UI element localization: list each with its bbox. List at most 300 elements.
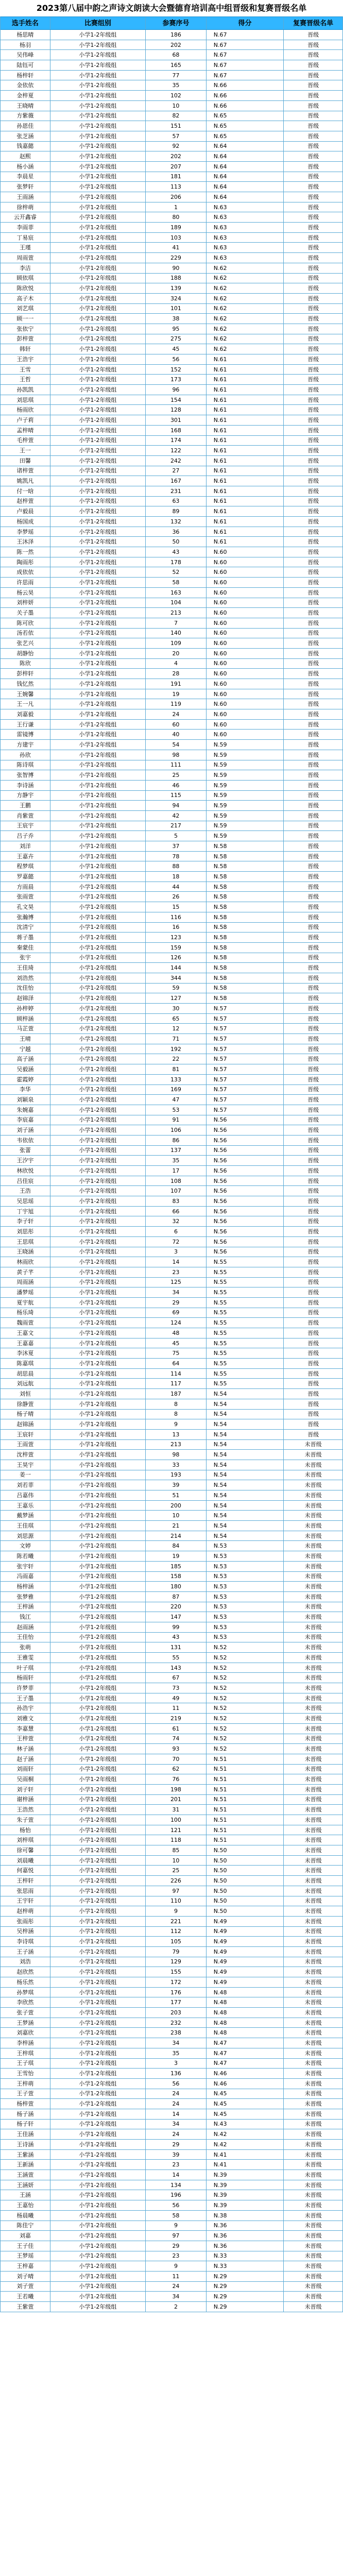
cell-group: 小学1-2年级组 [50,1034,146,1044]
cell-name: 王一 [1,446,50,455]
cell-status: 晋级 [307,985,319,992]
cell-name: 王诗涵 [1,2140,50,2149]
cell-name: 胡思晨 [1,1369,50,1379]
cell-group: 小学1-2年级组 [50,1886,146,1896]
cell-status: 晋级 [307,1157,319,1164]
cell-score: N.62 [207,334,284,344]
table-row [1,547,342,557]
table-row [1,649,342,659]
cell-status: 晋级 [307,82,319,89]
table-row [1,801,342,811]
cell-group: 小学1-2年级组 [50,294,146,303]
cell-name: 汤若依 [1,629,50,638]
table-row [1,1673,342,1683]
cell-name: 李晨星 [1,172,50,182]
cell-seq: 169 [146,1085,207,1095]
cell-status: 未晋级 [304,2019,322,2026]
cell-name: 方静宇 [1,791,50,801]
table-header [1,16,342,30]
cell-score: N.33 [207,2251,284,2261]
cell-seq: 214 [146,1531,207,1541]
cell-name: 杨乐琦 [1,1308,50,1318]
cell-group: 小学1-2年级组 [50,1419,146,1429]
cell-name: 张智博 [1,770,50,780]
cell-name: 刘远航 [1,1379,50,1388]
cell-status: 未晋级 [304,1543,322,1550]
cell-score: N.51 [207,1815,284,1825]
cell-name: 卢子莉 [1,415,50,425]
table-row [1,1064,342,1075]
cell-seq: 324 [146,294,207,303]
table-row [1,1906,342,1917]
cell-score: N.67 [207,71,284,80]
table-row [1,638,342,649]
cell-name: 张萌 [1,1642,50,1652]
table-row [1,1612,342,1622]
cell-group: 小学1-2年级组 [50,1896,146,1906]
table-row [1,1308,342,1318]
cell-score: N.52 [207,1724,284,1734]
cell-name: 李欣然 [1,1997,50,2007]
cell-seq: 55 [146,1653,207,1663]
cell-name: 许梦菲 [1,1683,50,1693]
cell-name: 陆钰可 [1,60,50,70]
cell-group: 小学1-2年级组 [50,1937,146,1946]
table-row [1,841,342,852]
cell-score: N.56 [207,1176,284,1186]
cell-score: N.55 [207,1359,284,1368]
cell-group: 小学1-2年级组 [50,1257,146,1267]
cell-status: 晋级 [307,751,319,758]
cell-seq: 9 [146,2221,207,2231]
cell-name: 孙浩宇 [1,1703,50,1713]
cell-status: 晋级 [307,183,319,191]
table-row [1,872,342,882]
table-row [1,1227,342,1237]
cell-score: N.57 [207,1004,284,1013]
cell-group: 小学1-2年级组 [50,506,146,516]
table-row [1,852,342,862]
cell-name: 陈一然 [1,547,50,557]
cell-status: 未晋级 [304,1766,322,1773]
cell-name: 王婉馨 [1,689,50,699]
cell-score: N.45 [207,2089,284,2099]
cell-group: 小学1-2年级组 [50,283,146,293]
cell-seq: 232 [146,2018,207,2028]
cell-seq: 213 [146,1440,207,1450]
cell-group: 小学1-2年级组 [50,527,146,537]
cell-score: N.52 [207,1744,284,1754]
table-row [1,1521,342,1531]
cell-group: 小学1-2年级组 [50,1501,146,1511]
cell-name: 马芷萱 [1,1024,50,1033]
cell-status: 晋级 [307,1259,319,1266]
cell-status: 晋级 [307,153,319,160]
cell-score: N.53 [207,1572,284,1582]
cell-group: 小学1-2年级组 [50,1754,146,1764]
cell-group: 小学1-2年级组 [50,1410,146,1419]
table-row [1,314,342,324]
cell-seq: 140 [146,629,207,638]
cell-name: 关子墨 [1,608,50,618]
cell-score: N.57 [207,1044,284,1054]
cell-group: 小学1-2年级组 [50,923,146,933]
cell-group: 小学1-2年级组 [50,1927,146,1937]
cell-seq: 12 [146,1024,207,1033]
cell-name: 刘子晴 [1,2272,50,2281]
cell-name: 孙凯凯 [1,385,50,395]
cell-status: 晋级 [307,112,319,120]
cell-group: 小学1-2年级组 [50,1997,146,2007]
cell-status: 未晋级 [304,1644,322,1651]
cell-group: 小学1-2年级组 [50,689,146,699]
cell-status: 晋级 [307,467,319,474]
cell-status: 晋级 [307,244,319,251]
cell-group: 小学1-2年级组 [50,608,146,618]
cell-name: 田馨 [1,456,50,466]
cell-score: N.47 [207,2059,284,2069]
cell-group: 小学1-2年级组 [50,781,146,790]
cell-name: 王涵妍 [1,2180,50,2190]
table-row [1,1470,342,1481]
cell-status: 未晋级 [304,1776,322,1783]
cell-name: 陈可欣 [1,618,50,628]
cell-group: 小学1-2年级组 [50,598,146,608]
cell-name: 王嘉嘉 [1,1338,50,1348]
cell-name: 杨小涵 [1,162,50,172]
cell-group: 小学1-2年级组 [50,1642,146,1652]
cell-score: N.61 [207,486,284,496]
cell-status: 未晋级 [304,2131,322,2138]
cell-score: N.54 [207,1389,284,1399]
cell-status: 晋级 [307,72,319,79]
cell-seq: 50 [146,537,207,547]
table-row [1,669,342,679]
cell-score: N.58 [207,984,284,993]
cell-status: 晋级 [307,863,319,870]
cell-group: 小学1-2年级组 [50,740,146,750]
cell-status: 晋级 [307,1005,319,1012]
cell-group: 小学1-2年级组 [50,1399,146,1409]
cell-seq: 143 [146,1663,207,1673]
cell-group: 小学1-2年级组 [50,1024,146,1033]
cell-status: 晋级 [307,833,319,840]
cell-seq: 83 [146,1196,207,1206]
cell-seq: 19 [146,1551,207,1561]
cell-group: 小学1-2年级组 [50,1470,146,1480]
table-row [1,1450,342,1460]
cell-group: 小学1-2年级组 [50,2008,146,2018]
table-row [1,2028,342,2038]
cell-score: N.53 [207,1562,284,1571]
table-row [1,1318,342,1328]
cell-group: 小学1-2年级组 [50,770,146,780]
cell-name: 赵梓萌 [1,1906,50,1916]
table-row [1,943,342,953]
table-row [1,679,342,689]
table-row [1,253,342,263]
cell-name: 刘思源 [1,1531,50,1541]
cell-group: 小学1-2年级组 [50,1856,146,1866]
cell-seq: 117 [146,1379,207,1388]
cell-group: 小学1-2年级组 [50,1166,146,1176]
cell-name: 王宸轩 [1,1430,50,1439]
cell-status: 晋级 [307,1340,319,1347]
cell-score: N.49 [207,1957,284,1967]
cell-name: 陈若曦 [1,1551,50,1561]
cell-status: 未晋级 [304,2232,322,2240]
cell-group: 小学1-2年级组 [50,1369,146,1379]
cell-name: 何嘉悦 [1,1866,50,1875]
cell-status: 未晋级 [304,2293,322,2300]
cell-score: N.51 [207,1754,284,1764]
table-row [1,2211,342,2221]
cell-seq: 39 [146,2150,207,2160]
cell-score: N.33 [207,2261,284,2271]
cell-group: 小学1-2年级组 [50,243,146,252]
cell-name: 刘颖泉 [1,1095,50,1105]
cell-status: 晋级 [307,427,319,434]
cell-status: 未晋级 [304,2283,322,2290]
cell-seq: 105 [146,1937,207,1946]
cell-seq: 92 [146,142,207,151]
cell-seq: 64 [146,1359,207,1368]
cell-name: 王梓嘉 [1,2261,50,2271]
cell-status: 未晋级 [304,1451,322,1459]
table-row [1,831,342,841]
table-row [1,1207,342,1217]
cell-status: 未晋级 [304,1482,322,1489]
cell-name: 刘思琪 [1,395,50,405]
table-row [1,1724,342,1734]
cell-seq: 56 [146,2079,207,2089]
cell-group: 小学1-2年级组 [50,801,146,810]
cell-score: N.54 [207,1531,284,1541]
cell-name: 肖紫萱 [1,811,50,821]
cell-name: 刘思彤 [1,1227,50,1236]
cell-status: 晋级 [307,1106,319,1113]
cell-seq: 93 [146,1744,207,1754]
cell-status: 晋级 [307,264,319,272]
cell-status: 晋级 [307,518,319,525]
cell-seq: 155 [146,1967,207,1977]
cell-group: 小学1-2年级组 [50,1216,146,1226]
table-row [1,1075,342,1085]
cell-seq: 24 [146,2089,207,2099]
cell-score: N.43 [207,2120,284,2129]
table-row [1,1359,342,1369]
cell-score: N.38 [207,2211,284,2221]
table-row [1,1856,342,1866]
cell-status: 未晋级 [304,1725,322,1732]
cell-name: 王梓涵 [1,1602,50,1612]
cell-score: N.53 [207,1551,284,1561]
cell-group: 小学1-2年级组 [50,872,146,882]
cell-score: N.61 [207,446,284,455]
cell-score: N.57 [207,1095,284,1105]
cell-seq: 29 [146,2241,207,2251]
cell-status: 晋级 [307,1431,319,1438]
cell-status: 晋级 [307,944,319,951]
cell-group: 小学1-2年级组 [50,2069,146,2078]
cell-group: 小学1-2年级组 [50,750,146,760]
cell-name: 刘晨曦 [1,1856,50,1866]
cell-score: N.59 [207,760,284,770]
cell-group: 小学1-2年级组 [50,567,146,577]
table-row [1,1511,342,1521]
cell-status: 晋级 [307,1167,319,1174]
cell-score: N.62 [207,344,284,354]
table-row [1,294,342,304]
cell-name: 刘浩 [1,1957,50,1967]
cell-seq: 95 [146,324,207,334]
cell-group: 小学1-2年级组 [50,1805,146,1815]
cell-group: 小学1-2年级组 [50,1511,146,1520]
cell-name: 王梦瑶 [1,2251,50,2261]
table-row [1,304,342,314]
cell-status: 晋级 [307,335,319,343]
cell-status: 晋级 [307,1238,319,1245]
cell-seq: 58 [146,578,207,587]
table-row [1,1440,342,1450]
table-row [1,506,342,517]
cell-status: 晋级 [307,1076,319,1083]
cell-status: 晋级 [307,842,319,850]
cell-score: N.55 [207,1379,284,1388]
table-row [1,1136,342,1146]
cell-name: 刘嘉毅 [1,709,50,719]
cell-score: N.52 [207,1683,284,1693]
table-row [1,1663,342,1673]
cell-status: 未晋级 [304,1573,322,1580]
cell-name: 赵子涵 [1,1754,50,1764]
table-row [1,1410,342,1420]
cell-score: N.52 [207,1653,284,1663]
cell-status: 未晋级 [304,1694,322,1702]
table-row [1,578,342,588]
cell-group: 小学1-2年级组 [50,902,146,912]
table-row [1,202,342,213]
cell-seq: 76 [146,1774,207,1784]
cell-seq: 24 [146,2099,207,2109]
cell-status: 晋级 [307,579,319,586]
cell-seq: 24 [146,2129,207,2139]
table-row [1,1937,342,1947]
cell-score: N.56 [207,1136,284,1145]
cell-name: 刘恒 [1,1389,50,1399]
cell-group: 小学1-2年级组 [50,1947,146,1957]
cell-status: 晋级 [307,61,319,69]
cell-seq: 10 [146,1856,207,1866]
table-row [1,659,342,669]
cell-status: 未晋级 [304,1806,322,1814]
cell-seq: 39 [146,1480,207,1490]
table-row [1,71,342,81]
table-row [1,1348,342,1359]
cell-score: N.36 [207,2241,284,2251]
cell-seq: 32 [146,1216,207,1226]
cell-seq: 207 [146,162,207,172]
cell-status: 晋级 [307,995,319,1002]
cell-seq: 125 [146,1278,207,1287]
table-row [1,334,342,345]
cell-name: 王雨涵 [1,192,50,202]
table-row [1,1298,342,1308]
cell-name: 刘梓妍 [1,598,50,608]
table-row [1,1642,342,1653]
cell-group: 小学1-2年级组 [50,1014,146,1024]
table-row [1,1287,342,1298]
cell-score: N.50 [207,1886,284,1896]
cell-score: N.52 [207,1642,284,1652]
cell-name: 张艺兴 [1,638,50,648]
cell-score: N.60 [207,649,284,658]
cell-score: N.55 [207,1338,284,1348]
table-row [1,142,342,152]
cell-name: 林雨欣 [1,1257,50,1267]
cell-seq: 87 [146,1592,207,1602]
cell-score: N.50 [207,1845,284,1855]
cell-status: 未晋级 [304,1735,322,1742]
cell-name: 王嘉卉 [1,852,50,861]
cell-score: N.59 [207,791,284,801]
cell-group: 小学1-2年级组 [50,344,146,354]
cell-score: N.60 [207,588,284,598]
cell-score: N.64 [207,142,284,151]
cell-name: 文婷 [1,1541,50,1551]
cell-seq: 11 [146,1703,207,1713]
cell-score: N.62 [207,263,284,273]
cell-group: 小学1-2年级组 [50,1287,146,1297]
cell-group: 小学1-2年级组 [50,486,146,496]
cell-seq: 109 [146,638,207,648]
cell-group: 小学1-2年级组 [50,2099,146,2109]
cell-seq: 158 [146,1572,207,1582]
table-row [1,1825,342,1836]
cell-status: 晋级 [307,893,319,901]
table-row [1,1714,342,1724]
table-row [1,1328,342,1338]
cell-name: 王子涵 [1,1947,50,1957]
table-row [1,1551,342,1562]
table-row [1,1835,342,1845]
cell-score: N.41 [207,2160,284,2170]
cell-name: 顾一一 [1,314,50,324]
table-row [1,811,342,821]
cell-seq: 163 [146,588,207,598]
cell-group: 小学1-2年级组 [50,679,146,689]
cell-score: N.61 [207,436,284,446]
cell-name: 李华 [1,1085,50,1095]
cell-name: 吴雨桐 [1,1774,50,1784]
cell-status: 未晋级 [304,2151,322,2158]
cell-score: N.55 [207,1287,284,1297]
cell-seq: 8 [146,1399,207,1409]
table-row [1,1004,342,1014]
cell-seq: 99 [146,1622,207,1632]
cell-group: 小学1-2年级组 [50,1105,146,1115]
table-row [1,1166,342,1176]
cell-group: 小学1-2年级组 [50,1765,146,1774]
cell-seq: 34 [146,2292,207,2301]
cell-seq: 129 [146,1957,207,1967]
table-row [1,456,342,466]
cell-status: 未晋级 [304,1877,322,1884]
cell-name: 王浩然 [1,1805,50,1815]
cell-group: 小学1-2年级组 [50,2129,146,2139]
cell-name: 张瀚博 [1,912,50,922]
cell-score: N.59 [207,781,284,790]
